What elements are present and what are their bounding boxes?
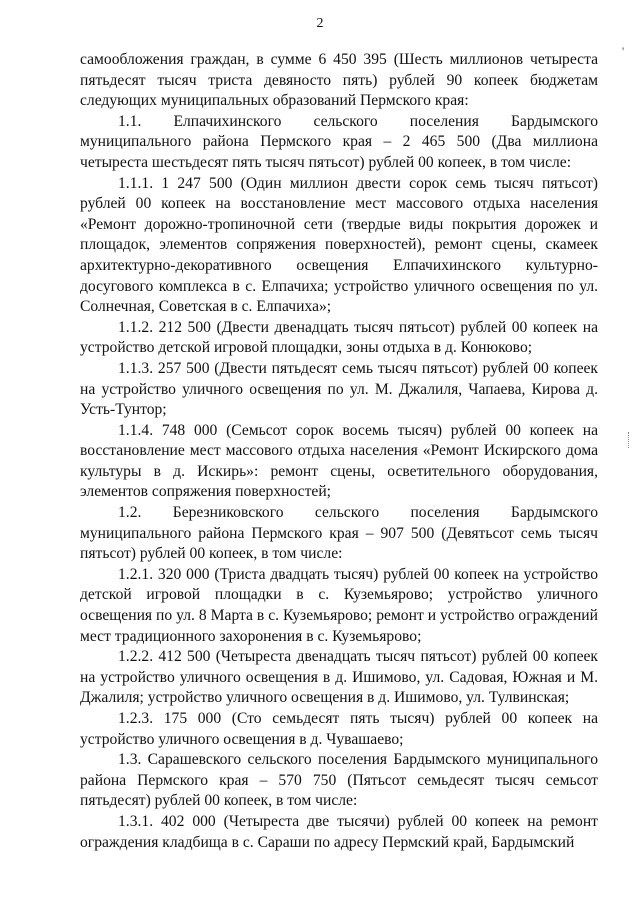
- margin-scan-mark: [628, 432, 633, 448]
- paragraph-1-2: 1.2. Березниковского сельского поселения Бардымского муниципального района Пермского края – 907 500 (Девятьсот семь тысяч пятьсот) рублей 00 копеек, в том числе:: [80, 504, 598, 563]
- paragraph-1-3: 1.3. Сарашевского сельского поселения Бардымского муниципального района Пермского края – 570 750 (Пятьсот семьдесят тысяч семьсот пятьдесят) рублей 00 копеек, в том числе:: [80, 751, 598, 810]
- paragraph-1-1-1: 1.1.1. 1 247 500 (Один миллион двести сорок семь тысяч пятьсот) рублей 00 копеек на восстановление мест массового отдыха населения «Ремонт дорожно-тропиночной сети (твердые виды покрытия дорожек и площадок, элементов сопряжения поверхностей), ремонт сцены, скамеек архитектурно-декоративного освещения Елпачихинского культурно-досугового комплекса в с. Елпачиха; устройство уличного освещения по ул. Солнечная, Советская в с. Елпачиха»;: [80, 174, 598, 316]
- paragraph-1-1-2: 1.1.2. 212 500 (Двести двенадцать тысяч пятьсот) рублей 00 копеек на устройство детской игровой площадки, зоны отдыха в д. Конюково;: [80, 318, 598, 357]
- paragraph-1-1-4: 1.1.4. 748 000 (Семьсот сорок восемь тысяч) рублей 00 копеек на восстановление мест массового отдыха населения «Ремонт Искирского дома культуры в д. Искирь»: ремонт сцены, осветительного оборудования, элементов сопряжения поверхностей;: [80, 421, 598, 501]
- document-body: [80, 50, 598, 853]
- paragraph-1-2-3: 1.2.3. 175 000 (Сто семьдесят пять тысяч) рублей 00 копеек на устройство уличного освещения в д. Чувашаево;: [80, 710, 598, 748]
- paragraph-1-1: 1.1. Елпачихинского сельского поселения Бардымского муниципального района Пермского края – 2 465 500 (Два миллиона четыреста шестьдесят пять тысяч пятьсот) рублей 00 копеек, в том числе:: [80, 112, 598, 171]
- margin-mark: ': [622, 44, 625, 58]
- paragraph-1-1-3: 1.1.3. 257 500 (Двести пятьдесят семь тысяч пятьсот) рублей 00 копеек на устройство уличного освещения по ул. М. Джалиля, Чапаева, Кирова д. Усть-Тунтор;: [80, 359, 598, 419]
- paragraph-1-2-1: 1.2.1. 320 000 (Триста двадцать тысяч) рублей 00 копеек на устройство детской игровой площадки в с. Куземьярово; устройство уличного освещения по ул. 8 Марта в с. Куземьярово; ремонт и устройство ограждений мест традиционного захоронения в с. Куземьярово;: [80, 565, 598, 645]
- page-number: 2: [316, 16, 324, 31]
- paragraph-1-2-2: 1.2.2. 412 500 (Четыреста двенадцать тысяч пятьсот) рублей 00 копеек на устройство уличного освещения в д. Ишимово, ул. Садовая, Южная и М. Джалиля; устройство уличного освещения в д. Ишимово, ул. Тулвинская;: [80, 648, 598, 707]
- paragraph-1-3-1: 1.3.1. 402 000 (Четыреста две тысячи) рублей 00 копеек на ремонт ограждения кладбища в с. Сараши по адресу Пермский край, Бардымский: [80, 812, 598, 851]
- paragraph-intro: самообложения граждан, в сумме 6 450 395 (Шесть миллионов четыреста пятьдесят тысяч триста девяносто пять) рублей 90 копеек бюджетам следующих муниципальных образований Пермского края:: [80, 51, 598, 110]
